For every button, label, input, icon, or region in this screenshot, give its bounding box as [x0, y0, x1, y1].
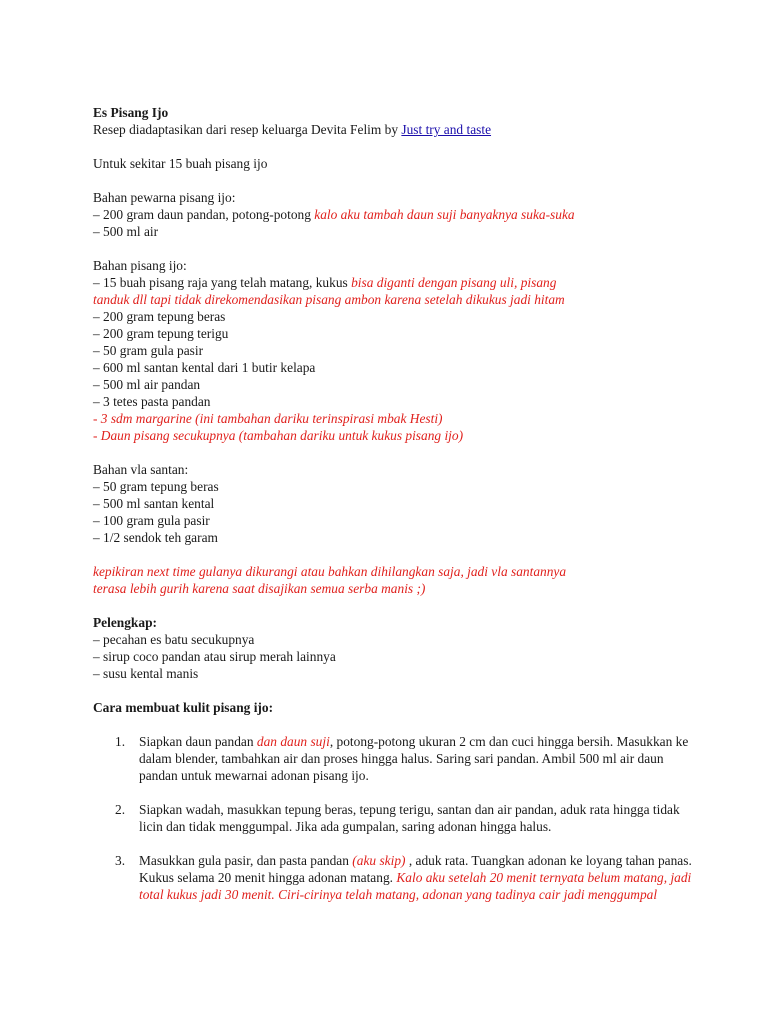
step-text: Siapkan wadah, masukkan tepung beras, tepung terigu, santan dan air pandan, aduk rata hingga tidak licin dan tidak menggumpal. Jika ada gumpalan, saring adonan hingga halus. [139, 802, 680, 834]
steps-list [93, 733, 692, 903]
step-text [139, 853, 692, 902]
step-number: 1. [115, 734, 126, 749]
recipe-content [93, 104, 692, 920]
recipe-subtitle [93, 121, 683, 138]
step-text-part: , aduk rata. Tuangkan adonan ke loyang tahan panas. Kukus selama 20 menit hingga adonan matang. [139, 853, 692, 885]
list-item [93, 206, 683, 223]
author-note: kepikiran next time gulanya dikurangi atau bahkan dihilangkan saja, jadi vla santannya [93, 564, 567, 579]
author-note: - Daun pisang secukupnya (tambahan dariku untuk kukus pisang ijo) [93, 428, 464, 443]
pelengkap-heading: Pelengkap: [93, 615, 157, 630]
step-number: 2. [115, 802, 126, 817]
step-item [93, 733, 699, 784]
list-item: – 50 gram tepung beras [93, 479, 219, 494]
list-item: – 100 gram gula pasir [93, 513, 210, 528]
author-note: - 3 sdm margarine (ini tambahan dariku terinspirasi mbak Hesti) [93, 411, 443, 426]
servings-text: Untuk sekitar 15 buah pisang ijo [93, 156, 268, 171]
step-text-part: Masukkan gula pasir, dan pasta pandan [139, 853, 353, 868]
author-note: kalo aku tambah daun suji banyaknya suka-suka [314, 207, 575, 222]
step-item [93, 801, 699, 835]
author-note: (aku skip) [352, 853, 406, 868]
list-item: – 3 tetes pasta pandan [93, 394, 211, 409]
list-item-text: – 200 gram daun pandan, potong-potong [93, 207, 315, 222]
list-item: – 1/2 sendok teh garam [93, 530, 218, 545]
step-number: 3. [115, 853, 126, 868]
list-item: – 500 ml air pandan [93, 377, 201, 392]
list-item: – sirup coco pandan atau sirup merah lainnya [93, 649, 336, 664]
list-item-text: – 15 buah pisang raja yang telah matang, kukus [93, 275, 352, 290]
step-item [93, 852, 699, 903]
source-link[interactable]: Just try and taste [401, 122, 492, 137]
step-text-part: Siapkan daun pandan [139, 734, 257, 749]
subtitle-text: Resep diadaptasikan dari resep keluarga Devita Felim by [93, 122, 402, 137]
vla-heading: Bahan vla santan: [93, 462, 189, 477]
list-item: – 600 ml santan kental dari 1 butir kelapa [93, 360, 316, 375]
cara-heading: Cara membuat kulit pisang ijo: [93, 700, 274, 715]
pewarna-heading: Bahan pewarna pisang ijo: [93, 190, 236, 205]
step-text [139, 734, 688, 783]
author-note: bisa diganti dengan pisang uli, pisang [351, 275, 557, 290]
recipe-title: Es Pisang Ijo [93, 105, 169, 120]
list-item: – 500 ml air [93, 224, 159, 239]
list-item [93, 274, 683, 291]
author-note: terasa lebih gurih karena saat disajikan semua serba manis ;) [93, 581, 426, 596]
author-note: Kalo aku setelah 20 menit ternyata belum matang, jadi total kukus jadi 30 menit. Ciri-cirinya telah matang, adonan yang tadinya cair jadi menggumpal [139, 870, 692, 902]
author-note: dan daun suji [256, 734, 330, 749]
list-item: – 500 ml santan kental [93, 496, 215, 511]
list-item: – 200 gram tepung terigu [93, 326, 229, 341]
pisang-heading: Bahan pisang ijo: [93, 258, 187, 273]
list-item: – 50 gram gula pasir [93, 343, 204, 358]
list-item: – 200 gram tepung beras [93, 309, 226, 324]
list-item: – pecahan es batu secukupnya [93, 632, 255, 647]
list-item: – susu kental manis [93, 666, 199, 681]
author-note: tanduk dll tapi tidak direkomendasikan pisang ambon karena setelah dikukus jadi hitam [93, 292, 565, 307]
step-text-part: , potong-potong ukuran 2 cm dan cuci hingga bersih. Masukkan ke dalam blender, tambahkan air dan proses hingga halus. Saring sari pandan. Ambil 500 ml air daun pandan untuk mewarnai adonan pisang ijo. [139, 734, 689, 783]
